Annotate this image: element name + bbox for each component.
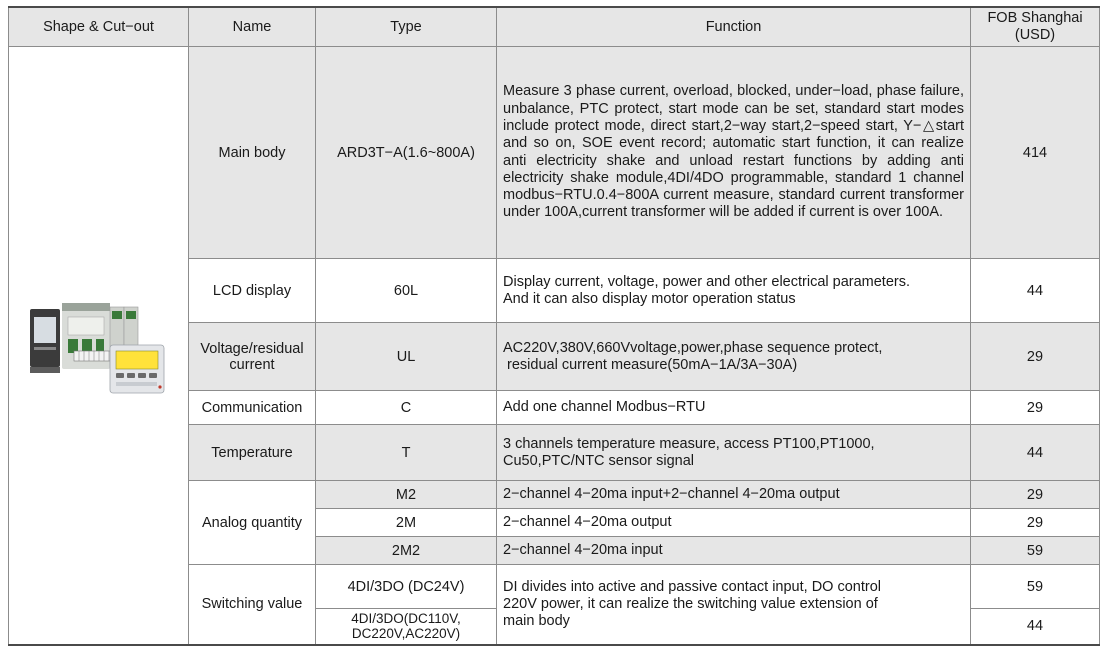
row-main-name: Main body [189, 47, 316, 259]
header-shape: Shape & Cut−out [9, 7, 189, 47]
row-switching-function-line1: DI divides into active and passive contact input, DO control [503, 578, 881, 595]
row-main-price: 414 [971, 47, 1100, 259]
row-temp-function-line1: 3 channels temperature measure, access PT100,PT1000, [503, 435, 875, 452]
row-temp-type: T [316, 425, 497, 481]
row-comm-function: Add one channel Modbus−RTU [497, 391, 971, 425]
row-analog-type: 2M2 [316, 537, 497, 565]
row-analog-price: 59 [971, 537, 1100, 565]
header-row [9, 7, 1100, 47]
row-analog-price: 29 [971, 509, 1100, 537]
row-lcd-type: 60L [316, 259, 497, 323]
row-switching-function-line2: 220V power, it can realize the switching value extension of [503, 595, 878, 612]
header-name: Name [189, 7, 316, 47]
row-voltage-price: 29 [971, 323, 1100, 391]
row-temp-price: 44 [971, 425, 1100, 481]
row-switching-function-line3: main body [503, 612, 570, 629]
row-switching-name: Switching value [189, 565, 316, 645]
row-comm-type: C [316, 391, 497, 425]
row-lcd-function-line2: And it can also display motor operation status [503, 290, 796, 307]
product-image-cell [9, 47, 189, 645]
row-switching-type1: 4DI/3DO (DC24V) [316, 565, 497, 609]
table-row [9, 47, 1100, 259]
header-function: Function [497, 7, 971, 47]
header-type: Type [316, 7, 497, 47]
row-analog-function: 2−channel 4−20ma input+2−channel 4−20ma output [497, 481, 971, 509]
row-comm-name: Communication [189, 391, 316, 425]
header-price [971, 7, 1100, 47]
row-temp-function-line2: Cu50,PTC/NTC sensor signal [503, 452, 694, 469]
row-switching-price1: 59 [971, 565, 1100, 609]
row-lcd-function [497, 259, 971, 323]
row-analog-type: M2 [316, 481, 497, 509]
row-temp-name: Temperature [189, 425, 316, 481]
row-switching-function [497, 565, 971, 645]
row-voltage-function-line2: residual current measure(50mA−1A/3A−30A) [503, 356, 798, 373]
row-comm-price: 29 [971, 391, 1100, 425]
row-analog-function: 2−channel 4−20ma input [497, 537, 971, 565]
row-main-type: ARD3T−A(1.6~800A) [316, 47, 497, 259]
row-lcd-name: LCD display [189, 259, 316, 323]
row-lcd-price: 44 [971, 259, 1100, 323]
row-switching-type2-line2: DC220V,AC220V) [351, 626, 461, 642]
row-switching-price2: 44 [971, 609, 1100, 645]
row-voltage-name [189, 323, 316, 391]
row-voltage-function-line1: AC220V,380V,660Vvoltage,power,phase sequence protect, [503, 339, 883, 356]
row-voltage-name-line1: Voltage/residual [200, 340, 304, 357]
row-temp-function [497, 425, 971, 481]
row-main-function: Measure 3 phase current, overload, blocked, under−load, phase failure, unbalance, PTC protect, start mode can be set, standard start modes include protect mode, direct start,2−way start,2−speed start, Y−△start and so on, SOE event record; automatic start function, it can realize anti electricity shake and unload restart functions by adding anti electricity shake module,4DI/4DO programmable, standard 1 channel modbus−RTU.0.4−800A current measure, standard current transformer under 100A,current transformer will be added if current is over 100A. [497, 47, 971, 259]
row-analog-type: 2M [316, 509, 497, 537]
row-voltage-function [497, 323, 971, 391]
header-price-line2: (USD) [1014, 27, 1056, 43]
header-price-line1: FOB Shanghai [987, 10, 1083, 26]
row-switching-type2 [316, 609, 497, 645]
row-analog-price: 29 [971, 481, 1100, 509]
row-voltage-name-line2: current [229, 356, 275, 373]
row-voltage-type: UL [316, 323, 497, 391]
product-photo-icon [24, 289, 174, 401]
row-analog-function: 2−channel 4−20ma output [497, 509, 971, 537]
row-lcd-function-line1: Display current, voltage, power and other electrical parameters. [503, 273, 910, 290]
spec-table [8, 6, 1100, 646]
row-switching-type2-line1: 4DI/3DO(DC110V, [351, 611, 461, 627]
row-analog-name: Analog quantity [189, 481, 316, 565]
